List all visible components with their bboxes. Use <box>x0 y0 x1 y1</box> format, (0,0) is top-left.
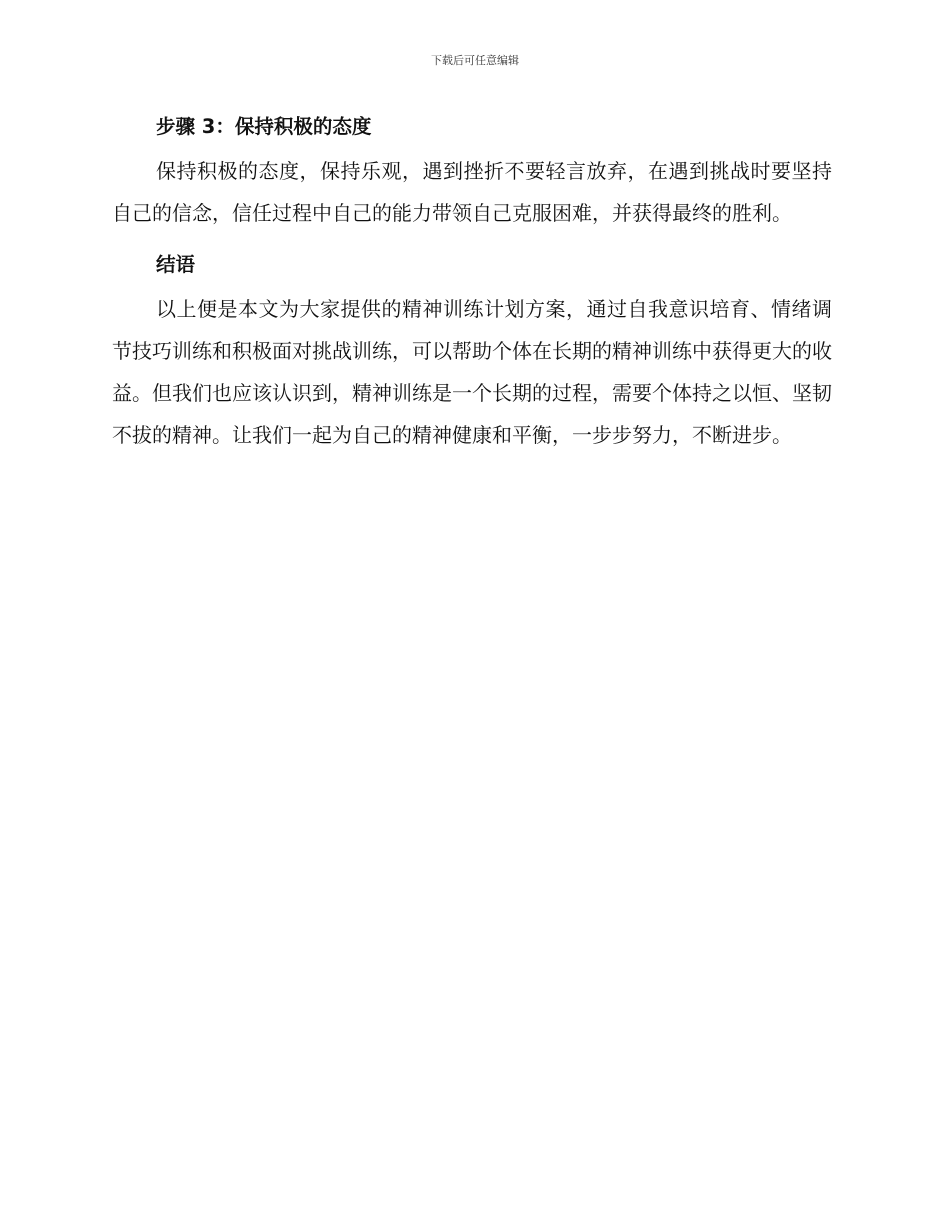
page-header: 下载后可任意编辑 <box>431 54 519 67</box>
section-heading-step3: 步骤 3：保持积极的态度 <box>156 115 372 138</box>
document-body <box>112 108 832 466</box>
section-heading-conclusion: 结语 <box>156 253 196 276</box>
section-paragraph-conclusion: 以上便是本文为大家提供的精神训练计划方案，通过自我意识培育、情绪调节技巧训练和积极面对挑战训练，可以帮助个体在长期的精神训练中获得更大的收益。但我们也应该认识到，精神训练是一个长期的过程，需要个体持之以恒、坚韧不拔的精神。让我们一起为自己的精神健康和平衡，一步步努力，不断进步。 <box>112 297 832 447</box>
section-paragraph-step3: 保持积极的态度，保持乐观，遇到挫折不要轻言放弃，在遇到挑战时要坚持自己的信念，信任过程中自己的能力带领自己克服困难，并获得最终的胜利。 <box>112 159 832 225</box>
